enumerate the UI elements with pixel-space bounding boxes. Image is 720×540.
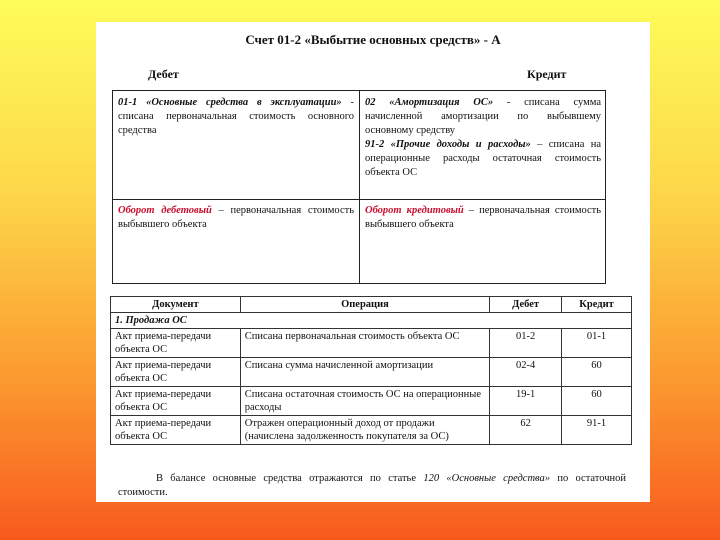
row-credit: 60 [562,387,632,416]
footer-note [118,472,626,500]
row-operation: Списана сумма начисленной амортизации [240,358,489,387]
col-header-operation: Операция [240,297,489,313]
section-row [111,313,632,329]
row-debit: 19-1 [490,387,562,416]
page-title: Счет 01-2 «Выбытие основных средств» - А [245,32,501,47]
credit-entry-2 [365,138,601,180]
footer-text-after: по остаточной стоимости. [118,473,626,498]
row-debit: 62 [490,416,562,445]
debit-turnover-label: Оборот дебетовый [118,205,212,216]
left-border [112,91,113,283]
row-document: Акт приема-передачи объекта ОС [111,329,241,358]
row-operation: Отражен операционный доход от продажи (начислена задолженность покупателя за ОС) [240,416,489,445]
credit-entry2-text: – списана на операционные расходы остаточная стоимость объекта ОС [365,139,601,178]
section-title: 1. Продажа ОС [111,313,632,329]
row-credit: 01-1 [562,329,632,358]
table-row [111,329,632,358]
debit-entry [118,96,354,138]
table-row [111,387,632,416]
row-operation: Списана остаточная стоимость ОС на операционные расходы [240,387,489,416]
debit-header: Дебет [148,67,179,81]
operations-table [110,296,632,445]
credit-turnover-text: – первоначальная стоимость выбывшего объекта [365,205,602,230]
footer-article: 120 «Основные средства» [423,473,551,484]
row-debit: 02-4 [490,358,562,387]
table-header-row [111,297,632,313]
right-border [605,91,606,283]
row-credit: 91-1 [562,416,632,445]
col-header-document: Документ [111,297,241,313]
t-account [112,90,606,284]
row-document: Акт приема-передачи объекта ОС [111,358,241,387]
table-row [111,358,632,387]
credit-entry1-text: - списана сумма начисленной амортизации по выбывшему основному средству [365,97,602,136]
debit-entry-code: 01-1 «Основные средства в эксплуатации» [118,97,342,108]
credit-entry-1 [365,96,601,138]
credit-turnover-label: Оборот кредитовый [365,205,464,216]
footer-text-before: В балансе основные средства отражаются по статье [156,473,416,484]
center-divider [359,91,360,283]
row-debit: 01-2 [490,329,562,358]
debit-turnover-text: – первоначальная стоимость выбывшего объекта [118,205,354,230]
turnover-divider [112,199,606,200]
table-row [111,416,632,445]
row-document: Акт приема-передачи объекта ОС [111,416,241,445]
credit-entry2-code: 91-2 «Прочие доходы и расходы» [365,139,531,150]
row-credit: 60 [562,358,632,387]
credit-header: Кредит [527,67,567,81]
row-document: Акт приема-передачи объекта ОС [111,387,241,416]
document-sheet [96,22,650,502]
credit-turnover [365,204,601,232]
credit-entry1-code: 02 «Амортизация ОС» [365,97,494,108]
col-header-credit: Кредит [562,297,632,313]
col-header-debit: Дебет [490,297,562,313]
debit-turnover [118,204,354,232]
debit-entry-text: - списана первоначальная стоимость основного средства [118,97,354,136]
row-operation: Списана первоначальная стоимость объекта ОС [240,329,489,358]
